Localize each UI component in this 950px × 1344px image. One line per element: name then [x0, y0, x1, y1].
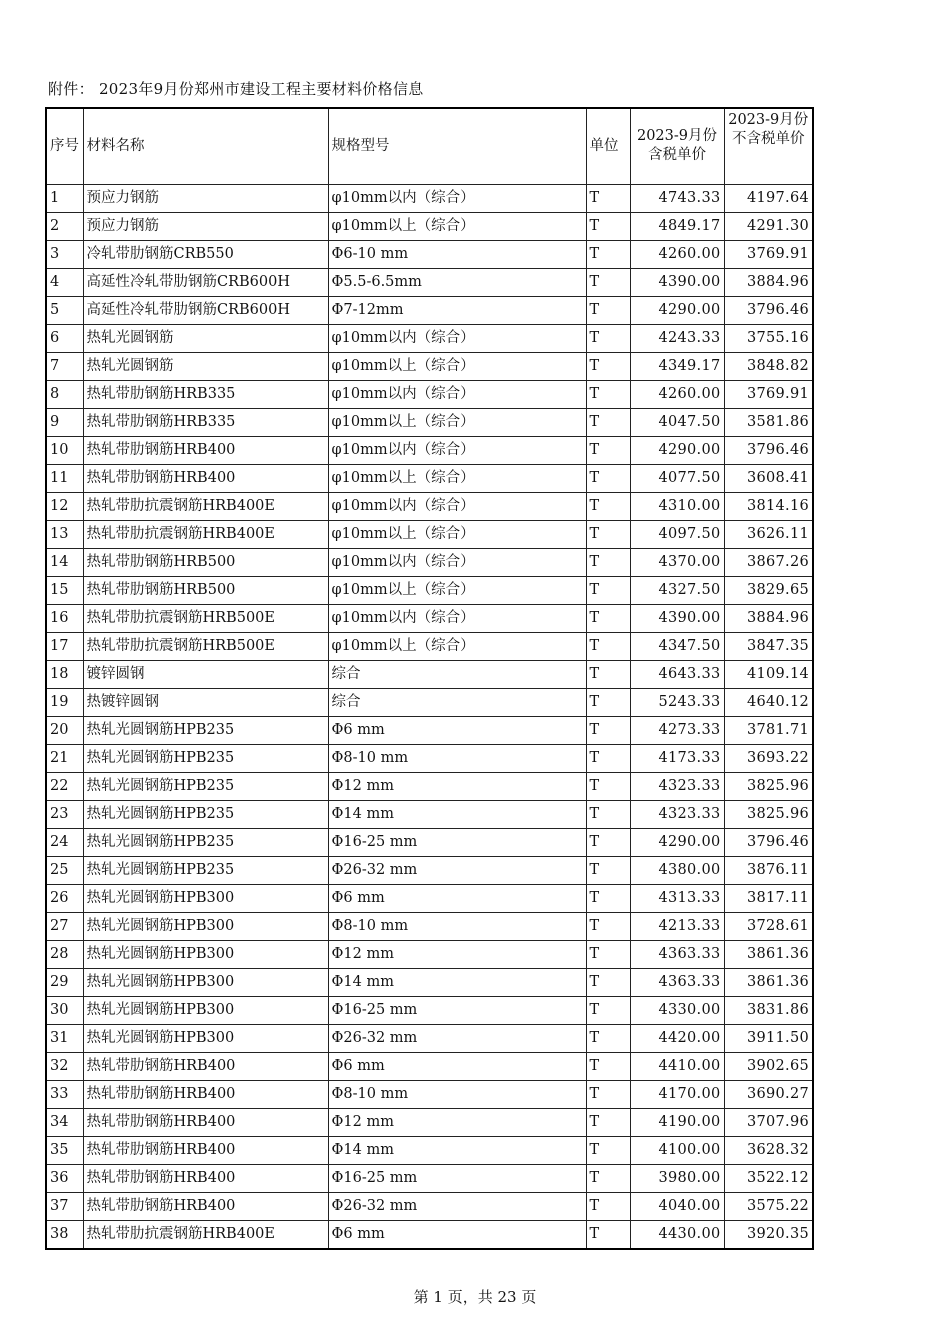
- cell-spec: Φ8-10 mm: [328, 744, 586, 772]
- cell-material-name: 热轧光圆钢筋HPB235: [83, 856, 328, 884]
- cell-spec: Φ12 mm: [328, 940, 586, 968]
- cell-spec: Φ14 mm: [328, 1136, 586, 1164]
- cell-seq: 17: [46, 632, 83, 660]
- cell-spec: φ10mm以上（综合）: [328, 408, 586, 436]
- table-row: [46, 268, 813, 296]
- cell-spec: φ10mm以内（综合）: [328, 436, 586, 464]
- cell-price-tax: 4273.33: [630, 716, 724, 744]
- cell-price-tax: 4100.00: [630, 1136, 724, 1164]
- document-title: 附件： 2023年9月份郑州市建设工程主要材料价格信息: [48, 80, 424, 98]
- cell-price-notax: 3796.46: [724, 828, 813, 856]
- cell-price-tax: 4323.33: [630, 772, 724, 800]
- cell-price-notax: 3867.26: [724, 548, 813, 576]
- cell-material-name: 热轧带肋钢筋HRB335: [83, 380, 328, 408]
- cell-material-name: 热轧带肋抗震钢筋HRB400E: [83, 492, 328, 520]
- table-row: [46, 464, 813, 492]
- cell-spec: φ10mm以上（综合）: [328, 464, 586, 492]
- cell-price-notax: 3626.11: [724, 520, 813, 548]
- cell-seq: 38: [46, 1220, 83, 1249]
- cell-material-name: 预应力钢筋: [83, 212, 328, 240]
- cell-price-tax: 4363.33: [630, 968, 724, 996]
- cell-seq: 34: [46, 1108, 83, 1136]
- cell-unit: T: [586, 240, 630, 268]
- cell-unit: T: [586, 716, 630, 744]
- cell-unit: T: [586, 940, 630, 968]
- cell-price-tax: 4420.00: [630, 1024, 724, 1052]
- cell-price-notax: 3848.82: [724, 352, 813, 380]
- table-row: [46, 856, 813, 884]
- cell-price-tax: 4170.00: [630, 1080, 724, 1108]
- cell-unit: T: [586, 968, 630, 996]
- table-row: [46, 492, 813, 520]
- cell-unit: T: [586, 660, 630, 688]
- cell-seq: 13: [46, 520, 83, 548]
- cell-spec: Φ5.5-6.5mm: [328, 268, 586, 296]
- cell-material-name: 热轧带肋钢筋HRB500: [83, 576, 328, 604]
- cell-price-notax: 3825.96: [724, 800, 813, 828]
- cell-material-name: 高延性冷轧带肋钢筋CRB600H: [83, 268, 328, 296]
- table-row: [46, 772, 813, 800]
- cell-unit: T: [586, 380, 630, 408]
- cell-material-name: 热轧光圆钢筋HPB235: [83, 744, 328, 772]
- cell-seq: 26: [46, 884, 83, 912]
- cell-price-notax: 3628.32: [724, 1136, 813, 1164]
- cell-unit: T: [586, 296, 630, 324]
- cell-material-name: 热轧光圆钢筋HPB300: [83, 968, 328, 996]
- cell-unit: T: [586, 632, 630, 660]
- cell-unit: T: [586, 604, 630, 632]
- price-table: [45, 107, 814, 1250]
- cell-seq: 29: [46, 968, 83, 996]
- cell-seq: 10: [46, 436, 83, 464]
- cell-seq: 5: [46, 296, 83, 324]
- table-row: [46, 1080, 813, 1108]
- cell-price-tax: 4363.33: [630, 940, 724, 968]
- cell-price-notax: 3693.22: [724, 744, 813, 772]
- cell-price-tax: 4173.33: [630, 744, 724, 772]
- cell-spec: Φ8-10 mm: [328, 1080, 586, 1108]
- table-row: [46, 240, 813, 268]
- cell-material-name: 热轧光圆钢筋HPB300: [83, 940, 328, 968]
- cell-spec: φ10mm以内（综合）: [328, 548, 586, 576]
- cell-price-notax: 4640.12: [724, 688, 813, 716]
- cell-material-name: 热轧带肋钢筋HRB500: [83, 548, 328, 576]
- cell-spec: φ10mm以上（综合）: [328, 520, 586, 548]
- cell-material-name: 热轧带肋抗震钢筋HRB500E: [83, 604, 328, 632]
- cell-seq: 31: [46, 1024, 83, 1052]
- cell-seq: 36: [46, 1164, 83, 1192]
- cell-spec: Φ6 mm: [328, 1052, 586, 1080]
- header-name: 材料名称: [83, 108, 328, 184]
- cell-unit: T: [586, 1192, 630, 1220]
- cell-spec: Φ16-25 mm: [328, 996, 586, 1024]
- table-row: [46, 744, 813, 772]
- cell-price-tax: 4849.17: [630, 212, 724, 240]
- table-row: [46, 184, 813, 212]
- cell-material-name: 热轧带肋抗震钢筋HRB400E: [83, 1220, 328, 1249]
- cell-material-name: 热轧光圆钢筋HPB300: [83, 1024, 328, 1052]
- cell-price-tax: 4313.33: [630, 884, 724, 912]
- cell-seq: 1: [46, 184, 83, 212]
- cell-price-tax: 4370.00: [630, 548, 724, 576]
- cell-price-notax: 3876.11: [724, 856, 813, 884]
- cell-price-tax: 4743.33: [630, 184, 724, 212]
- cell-price-notax: 3769.91: [724, 380, 813, 408]
- cell-spec: Φ26-32 mm: [328, 856, 586, 884]
- cell-seq: 9: [46, 408, 83, 436]
- cell-spec: φ10mm以上（综合）: [328, 352, 586, 380]
- cell-seq: 12: [46, 492, 83, 520]
- cell-seq: 16: [46, 604, 83, 632]
- cell-price-notax: 3829.65: [724, 576, 813, 604]
- cell-spec: Φ6 mm: [328, 1220, 586, 1249]
- table-header-row: [46, 108, 813, 184]
- cell-price-tax: 4077.50: [630, 464, 724, 492]
- cell-unit: T: [586, 1136, 630, 1164]
- cell-price-tax: 4390.00: [630, 604, 724, 632]
- cell-spec: Φ14 mm: [328, 968, 586, 996]
- cell-price-tax: 5243.33: [630, 688, 724, 716]
- cell-spec: Φ16-25 mm: [328, 1164, 586, 1192]
- cell-price-tax: 4410.00: [630, 1052, 724, 1080]
- cell-price-notax: 3861.36: [724, 940, 813, 968]
- cell-seq: 15: [46, 576, 83, 604]
- cell-unit: T: [586, 408, 630, 436]
- cell-unit: T: [586, 744, 630, 772]
- cell-price-tax: 4330.00: [630, 996, 724, 1024]
- cell-unit: T: [586, 212, 630, 240]
- cell-unit: T: [586, 688, 630, 716]
- table-row: [46, 604, 813, 632]
- cell-price-notax: 3861.36: [724, 968, 813, 996]
- cell-price-notax: 3817.11: [724, 884, 813, 912]
- cell-material-name: 冷轧带肋钢筋CRB550: [83, 240, 328, 268]
- cell-unit: T: [586, 856, 630, 884]
- table-row: [46, 912, 813, 940]
- table-row: [46, 436, 813, 464]
- header-price-notax: 2023-9月份不含税单价: [724, 108, 813, 184]
- cell-seq: 37: [46, 1192, 83, 1220]
- cell-unit: T: [586, 1108, 630, 1136]
- cell-material-name: 热轧带肋钢筋HRB400: [83, 436, 328, 464]
- cell-price-tax: 4430.00: [630, 1220, 724, 1249]
- cell-price-tax: 4040.00: [630, 1192, 724, 1220]
- cell-price-notax: 3796.46: [724, 436, 813, 464]
- cell-price-notax: 3755.16: [724, 324, 813, 352]
- cell-spec: Φ12 mm: [328, 772, 586, 800]
- cell-material-name: 热轧带肋钢筋HRB400: [83, 1164, 328, 1192]
- cell-price-tax: 4190.00: [630, 1108, 724, 1136]
- table-row: [46, 1108, 813, 1136]
- cell-spec: φ10mm以上（综合）: [328, 212, 586, 240]
- cell-seq: 19: [46, 688, 83, 716]
- cell-price-notax: 3884.96: [724, 604, 813, 632]
- table-row: [46, 1052, 813, 1080]
- cell-seq: 11: [46, 464, 83, 492]
- cell-unit: T: [586, 184, 630, 212]
- cell-unit: T: [586, 1164, 630, 1192]
- table-row: [46, 800, 813, 828]
- cell-seq: 28: [46, 940, 83, 968]
- table-row: [46, 1136, 813, 1164]
- cell-seq: 35: [46, 1136, 83, 1164]
- cell-spec: Φ6-10 mm: [328, 240, 586, 268]
- cell-price-tax: 4290.00: [630, 296, 724, 324]
- cell-price-notax: 3781.71: [724, 716, 813, 744]
- cell-price-notax: 3825.96: [724, 772, 813, 800]
- cell-unit: T: [586, 576, 630, 604]
- cell-price-tax: 4643.33: [630, 660, 724, 688]
- table-row: [46, 1024, 813, 1052]
- cell-seq: 27: [46, 912, 83, 940]
- cell-price-tax: 4243.33: [630, 324, 724, 352]
- cell-unit: T: [586, 1024, 630, 1052]
- table-row: [46, 352, 813, 380]
- header-spec: 规格型号: [328, 108, 586, 184]
- cell-material-name: 热轧带肋钢筋HRB400: [83, 1080, 328, 1108]
- cell-unit: T: [586, 520, 630, 548]
- table-row: [46, 212, 813, 240]
- cell-price-notax: 3769.91: [724, 240, 813, 268]
- cell-price-notax: 4291.30: [724, 212, 813, 240]
- cell-unit: T: [586, 548, 630, 576]
- cell-spec: Φ6 mm: [328, 716, 586, 744]
- cell-spec: Φ6 mm: [328, 884, 586, 912]
- cell-unit: T: [586, 464, 630, 492]
- cell-unit: T: [586, 800, 630, 828]
- cell-price-notax: 3911.50: [724, 1024, 813, 1052]
- cell-price-notax: 3884.96: [724, 268, 813, 296]
- cell-price-tax: 4290.00: [630, 828, 724, 856]
- cell-material-name: 高延性冷轧带肋钢筋CRB600H: [83, 296, 328, 324]
- cell-price-tax: 4213.33: [630, 912, 724, 940]
- cell-material-name: 预应力钢筋: [83, 184, 328, 212]
- cell-unit: T: [586, 912, 630, 940]
- table-row: [46, 548, 813, 576]
- cell-material-name: 热轧带肋钢筋HRB400: [83, 1192, 328, 1220]
- cell-price-tax: 4349.17: [630, 352, 724, 380]
- cell-material-name: 热轧带肋抗震钢筋HRB500E: [83, 632, 328, 660]
- cell-unit: T: [586, 828, 630, 856]
- cell-seq: 6: [46, 324, 83, 352]
- cell-seq: 25: [46, 856, 83, 884]
- cell-spec: 综合: [328, 688, 586, 716]
- cell-seq: 3: [46, 240, 83, 268]
- cell-material-name: 热轧光圆钢筋HPB300: [83, 884, 328, 912]
- header-price-tax: 2023-9月份含税单价: [630, 108, 724, 184]
- table-row: [46, 660, 813, 688]
- cell-price-tax: 3980.00: [630, 1164, 724, 1192]
- cell-material-name: 热轧带肋钢筋HRB400: [83, 464, 328, 492]
- cell-seq: 33: [46, 1080, 83, 1108]
- cell-price-tax: 4347.50: [630, 632, 724, 660]
- cell-material-name: 热轧带肋钢筋HRB400: [83, 1136, 328, 1164]
- cell-unit: T: [586, 492, 630, 520]
- cell-price-notax: 3707.96: [724, 1108, 813, 1136]
- table-row: [46, 688, 813, 716]
- cell-spec: 综合: [328, 660, 586, 688]
- cell-material-name: 热镀锌圆钢: [83, 688, 328, 716]
- cell-unit: T: [586, 1080, 630, 1108]
- cell-unit: T: [586, 268, 630, 296]
- cell-price-tax: 4290.00: [630, 436, 724, 464]
- cell-spec: φ10mm以上（综合）: [328, 632, 586, 660]
- cell-price-notax: 3796.46: [724, 296, 813, 324]
- cell-material-name: 热轧带肋抗震钢筋HRB400E: [83, 520, 328, 548]
- cell-spec: Φ16-25 mm: [328, 828, 586, 856]
- cell-spec: φ10mm以内（综合）: [328, 324, 586, 352]
- cell-price-notax: 3581.86: [724, 408, 813, 436]
- cell-price-notax: 3608.41: [724, 464, 813, 492]
- table-row: [46, 380, 813, 408]
- cell-price-tax: 4260.00: [630, 380, 724, 408]
- cell-seq: 20: [46, 716, 83, 744]
- cell-material-name: 镀锌圆钢: [83, 660, 328, 688]
- cell-seq: 4: [46, 268, 83, 296]
- cell-spec: φ10mm以内（综合）: [328, 492, 586, 520]
- cell-seq: 30: [46, 996, 83, 1024]
- table-row: [46, 632, 813, 660]
- table-row: [46, 1220, 813, 1249]
- cell-material-name: 热轧光圆钢筋HPB235: [83, 772, 328, 800]
- cell-unit: T: [586, 352, 630, 380]
- table-row: [46, 996, 813, 1024]
- cell-price-tax: 4380.00: [630, 856, 724, 884]
- cell-price-tax: 4310.00: [630, 492, 724, 520]
- cell-spec: Φ26-32 mm: [328, 1192, 586, 1220]
- cell-unit: T: [586, 1052, 630, 1080]
- table-row: [46, 296, 813, 324]
- cell-material-name: 热轧光圆钢筋HPB235: [83, 828, 328, 856]
- table-row: [46, 520, 813, 548]
- cell-unit: T: [586, 884, 630, 912]
- cell-spec: Φ12 mm: [328, 1108, 586, 1136]
- cell-price-notax: 3690.27: [724, 1080, 813, 1108]
- cell-material-name: 热轧光圆钢筋HPB235: [83, 716, 328, 744]
- cell-unit: T: [586, 436, 630, 464]
- table-body: [46, 184, 813, 1249]
- cell-seq: 32: [46, 1052, 83, 1080]
- cell-seq: 18: [46, 660, 83, 688]
- table-row: [46, 884, 813, 912]
- cell-price-tax: 4323.33: [630, 800, 724, 828]
- cell-spec: Φ14 mm: [328, 800, 586, 828]
- cell-price-notax: 3522.12: [724, 1164, 813, 1192]
- cell-spec: φ10mm以内（综合）: [328, 184, 586, 212]
- cell-seq: 14: [46, 548, 83, 576]
- cell-price-notax: 3902.65: [724, 1052, 813, 1080]
- cell-seq: 22: [46, 772, 83, 800]
- cell-material-name: 热轧光圆钢筋HPB300: [83, 912, 328, 940]
- header-seq: 序号: [46, 108, 83, 184]
- cell-material-name: 热轧光圆钢筋: [83, 324, 328, 352]
- cell-seq: 23: [46, 800, 83, 828]
- cell-spec: φ10mm以内（综合）: [328, 380, 586, 408]
- cell-price-notax: 4109.14: [724, 660, 813, 688]
- table-row: [46, 968, 813, 996]
- cell-spec: φ10mm以内（综合）: [328, 604, 586, 632]
- cell-material-name: 热轧带肋钢筋HRB400: [83, 1052, 328, 1080]
- table-row: [46, 940, 813, 968]
- cell-material-name: 热轧光圆钢筋HPB300: [83, 996, 328, 1024]
- cell-price-notax: 3814.16: [724, 492, 813, 520]
- table-row: [46, 1164, 813, 1192]
- cell-unit: T: [586, 1220, 630, 1249]
- cell-spec: Φ8-10 mm: [328, 912, 586, 940]
- cell-seq: 24: [46, 828, 83, 856]
- cell-unit: T: [586, 772, 630, 800]
- header-unit: 单位: [586, 108, 630, 184]
- cell-price-tax: 4327.50: [630, 576, 724, 604]
- cell-material-name: 热轧带肋钢筋HRB400: [83, 1108, 328, 1136]
- page-footer: 第 1 页，共 23 页: [413, 1288, 537, 1306]
- cell-price-notax: 3831.86: [724, 996, 813, 1024]
- cell-spec: Φ26-32 mm: [328, 1024, 586, 1052]
- cell-material-name: 热轧光圆钢筋HPB235: [83, 800, 328, 828]
- table-row: [46, 716, 813, 744]
- cell-seq: 2: [46, 212, 83, 240]
- table-row: [46, 1192, 813, 1220]
- cell-price-notax: 4197.64: [724, 184, 813, 212]
- cell-price-notax: 3920.35: [724, 1220, 813, 1249]
- cell-seq: 8: [46, 380, 83, 408]
- cell-material-name: 热轧光圆钢筋: [83, 352, 328, 380]
- cell-price-tax: 4097.50: [630, 520, 724, 548]
- table-row: [46, 324, 813, 352]
- table-row: [46, 408, 813, 436]
- cell-seq: 7: [46, 352, 83, 380]
- cell-material-name: 热轧带肋钢筋HRB335: [83, 408, 328, 436]
- table-row: [46, 576, 813, 604]
- cell-price-notax: 3575.22: [724, 1192, 813, 1220]
- cell-spec: Φ7-12mm: [328, 296, 586, 324]
- cell-price-tax: 4390.00: [630, 268, 724, 296]
- cell-price-notax: 3847.35: [724, 632, 813, 660]
- cell-price-tax: 4260.00: [630, 240, 724, 268]
- table-row: [46, 828, 813, 856]
- cell-spec: φ10mm以上（综合）: [328, 576, 586, 604]
- cell-seq: 21: [46, 744, 83, 772]
- cell-unit: T: [586, 324, 630, 352]
- cell-price-notax: 3728.61: [724, 912, 813, 940]
- cell-price-tax: 4047.50: [630, 408, 724, 436]
- cell-unit: T: [586, 996, 630, 1024]
